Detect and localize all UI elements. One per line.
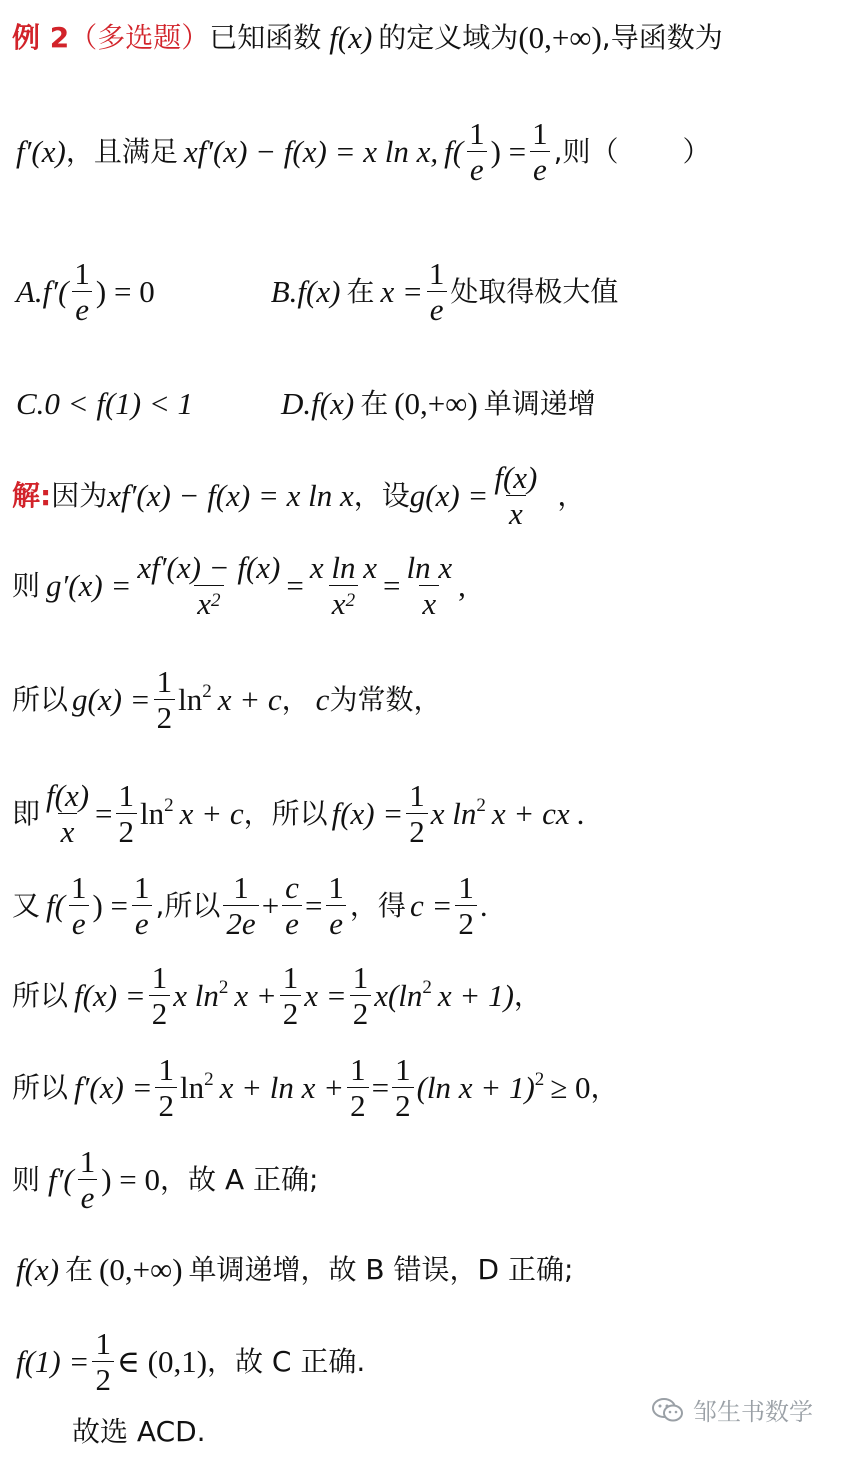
- math: (0,+∞): [518, 20, 602, 55]
- math: x + 1): [437, 978, 514, 1013]
- text: 的定义域为: [378, 20, 519, 54]
- problem-label: 例 2: [12, 20, 70, 54]
- math: ∈ (0,1): [116, 1344, 208, 1379]
- math: f(: [444, 134, 464, 169]
- wechat-icon: [651, 1396, 685, 1424]
- option-c: C.0 < f(1) < 1: [16, 386, 194, 421]
- problem-line-1: [12, 22, 847, 53]
- fraction: $\frac{1}{2}$: [350, 962, 372, 1029]
- fraction: $\frac{c}{e}$: [282, 872, 302, 939]
- math: f(: [46, 888, 65, 923]
- solution-line-9: [16, 1254, 847, 1285]
- math: f′(: [48, 1162, 74, 1197]
- math: =: [371, 1070, 390, 1105]
- math: x ln: [173, 978, 219, 1013]
- fraction: $\frac{1}{2}$: [154, 666, 176, 733]
- fraction: $\frac{1}{2e}$: [223, 872, 258, 939]
- text: 为常数，: [329, 682, 442, 716]
- solution-label: 解:: [12, 478, 52, 512]
- math: ln: [178, 682, 203, 717]
- option-row-ab: [16, 258, 847, 325]
- exponent: 2: [218, 977, 229, 998]
- problem-type-tag: （多选题）: [69, 20, 210, 54]
- text: ，: [557, 478, 586, 512]
- fraction: $\frac{xf'(x) - f(x)}{x^2}$: [137, 550, 281, 621]
- math: f(1) =: [16, 1344, 90, 1379]
- fraction: $\frac{1}{e}$: [466, 118, 488, 185]
- exponent: 2: [202, 681, 212, 702]
- fraction: $\frac{1}{2}$: [347, 1054, 369, 1121]
- text: 在: [360, 386, 389, 420]
- fraction: $\frac{1}{2}$: [455, 872, 477, 939]
- problem-line-2: [16, 118, 847, 185]
- math: .: [479, 888, 488, 923]
- math: f(x): [329, 20, 373, 55]
- solution-line-3: [12, 666, 847, 733]
- math: g(x) =: [72, 682, 151, 717]
- fraction: $\frac{1}{e}$: [77, 1146, 99, 1213]
- text: ，: [513, 978, 542, 1012]
- text: ，设: [353, 478, 410, 512]
- fraction: $\frac{1}{e}$: [68, 872, 90, 939]
- math: f(x) =: [331, 796, 404, 831]
- math: x ln: [430, 796, 477, 831]
- math: ) =: [490, 134, 527, 169]
- math: x =: [380, 274, 423, 309]
- math: c =: [409, 888, 453, 923]
- solution-line-8: [12, 1146, 847, 1213]
- math: ln: [140, 796, 165, 831]
- math: ,: [458, 568, 466, 603]
- fraction: $\frac{f(x)}{x}$: [494, 460, 538, 531]
- math: x =: [304, 978, 347, 1013]
- fraction: $\frac{f(x)}{x}$: [46, 778, 90, 849]
- solution-line-4: [12, 780, 847, 847]
- final-answer: 故选 ACD.: [72, 1415, 206, 1448]
- fraction: $\frac{\text{ln x}}{x}$: [406, 550, 453, 621]
- text: 所以: [12, 682, 69, 716]
- fraction: $\frac{1}{e}$: [71, 258, 93, 325]
- text: ,导函数为: [601, 20, 723, 54]
- math: xf′(x) − f(x) = x ln x: [107, 478, 354, 513]
- text: ，: [281, 682, 310, 716]
- text: 单调递增: [483, 386, 596, 420]
- math: ) = 0: [95, 274, 155, 309]
- math: =: [95, 796, 113, 831]
- math: g(x) =: [409, 478, 489, 513]
- text: ,所以: [155, 888, 221, 922]
- text: ，且满足: [65, 134, 178, 168]
- math: x + c: [179, 796, 244, 831]
- math: ≥ 0: [550, 1070, 591, 1105]
- solution-line-6: [12, 962, 847, 1029]
- fraction: $\frac{\text{x ln x}}{x^2}$: [309, 550, 377, 621]
- option-b: B.f(x): [270, 274, 341, 309]
- text: 在: [346, 274, 375, 308]
- math: x + c: [217, 682, 282, 717]
- solution-line-10: [16, 1328, 847, 1395]
- solution-line-2: [12, 552, 847, 619]
- math: x + cx .: [491, 796, 586, 831]
- text: ,则（: [553, 134, 619, 168]
- math: f(x): [16, 1252, 60, 1287]
- text: 则: [12, 568, 41, 602]
- text: ，故 C 正确.: [207, 1344, 366, 1378]
- fraction: $\frac{1}{2}$: [392, 1054, 414, 1121]
- math: +: [261, 888, 280, 923]
- text: 则: [12, 1162, 41, 1196]
- text: ，: [590, 1070, 619, 1104]
- math: =: [286, 568, 304, 603]
- math: =: [383, 568, 401, 603]
- fraction: $\frac{1}{e}$: [426, 258, 448, 325]
- math: (ln x + 1): [416, 1070, 535, 1105]
- math: xf′(x) − f(x) = x ln x,: [183, 134, 439, 169]
- exponent: 2: [534, 1069, 545, 1090]
- solution-line-7: [12, 1054, 847, 1121]
- exponent: 2: [476, 795, 486, 816]
- math: x(ln: [374, 978, 423, 1013]
- watermark-text: 邹生书数学: [693, 1398, 813, 1426]
- math: (0,+∞): [99, 1252, 183, 1287]
- fraction: $\frac{1}{2}$: [92, 1328, 114, 1395]
- math: ln: [179, 1070, 205, 1105]
- fraction: $\frac{1}{2}$: [116, 780, 138, 847]
- text: ，所以: [243, 796, 328, 830]
- fraction: $\frac{1}{2}$: [406, 780, 428, 847]
- math: f(x) =: [74, 978, 146, 1013]
- text: 所以: [12, 978, 69, 1012]
- fraction: $\frac{1}{e}$: [131, 872, 153, 939]
- text: 单调递增，故 B 错误，D 正确;: [188, 1252, 574, 1286]
- exponent: 2: [164, 795, 174, 816]
- fraction: $\frac{1}{2}$: [280, 962, 302, 1029]
- option-d: D.f(x): [281, 386, 355, 421]
- math: x +: [234, 978, 277, 1013]
- text: 处取得极大值: [450, 274, 619, 308]
- option-row-cd: [16, 388, 847, 419]
- text: ）: [682, 134, 711, 168]
- option-a: A.f′(: [16, 274, 69, 309]
- fraction: $\frac{1}{2}$: [149, 962, 171, 1029]
- math: f′(x): [16, 134, 66, 169]
- exponent: 2: [422, 977, 432, 998]
- text: 已知函数: [209, 20, 322, 54]
- watermark: [651, 1392, 813, 1427]
- math: =: [304, 888, 323, 923]
- solution-line-5: [12, 872, 847, 939]
- solution-line-1: [12, 462, 847, 529]
- math: x + ln x +: [219, 1070, 345, 1105]
- math: ) = 0: [101, 1162, 161, 1197]
- text: 又: [12, 888, 41, 922]
- text: 所以: [12, 1070, 69, 1104]
- math: ) =: [92, 888, 129, 923]
- text: 在: [65, 1252, 94, 1286]
- text: 因为: [51, 478, 108, 512]
- text: 即: [12, 796, 41, 830]
- fraction: $\frac{1}{2}$: [155, 1054, 177, 1121]
- math: (0,+∞): [394, 386, 478, 421]
- math: c: [315, 682, 330, 717]
- exponent: 2: [204, 1069, 214, 1090]
- fraction: $\frac{1}{e}$: [529, 118, 551, 185]
- math: f′(x) =: [74, 1070, 153, 1105]
- math: g′(x) =: [46, 568, 132, 603]
- text: ，得: [349, 888, 406, 922]
- text: ，故 A 正确;: [160, 1162, 319, 1196]
- fraction: $\frac{1}{e}$: [325, 872, 347, 939]
